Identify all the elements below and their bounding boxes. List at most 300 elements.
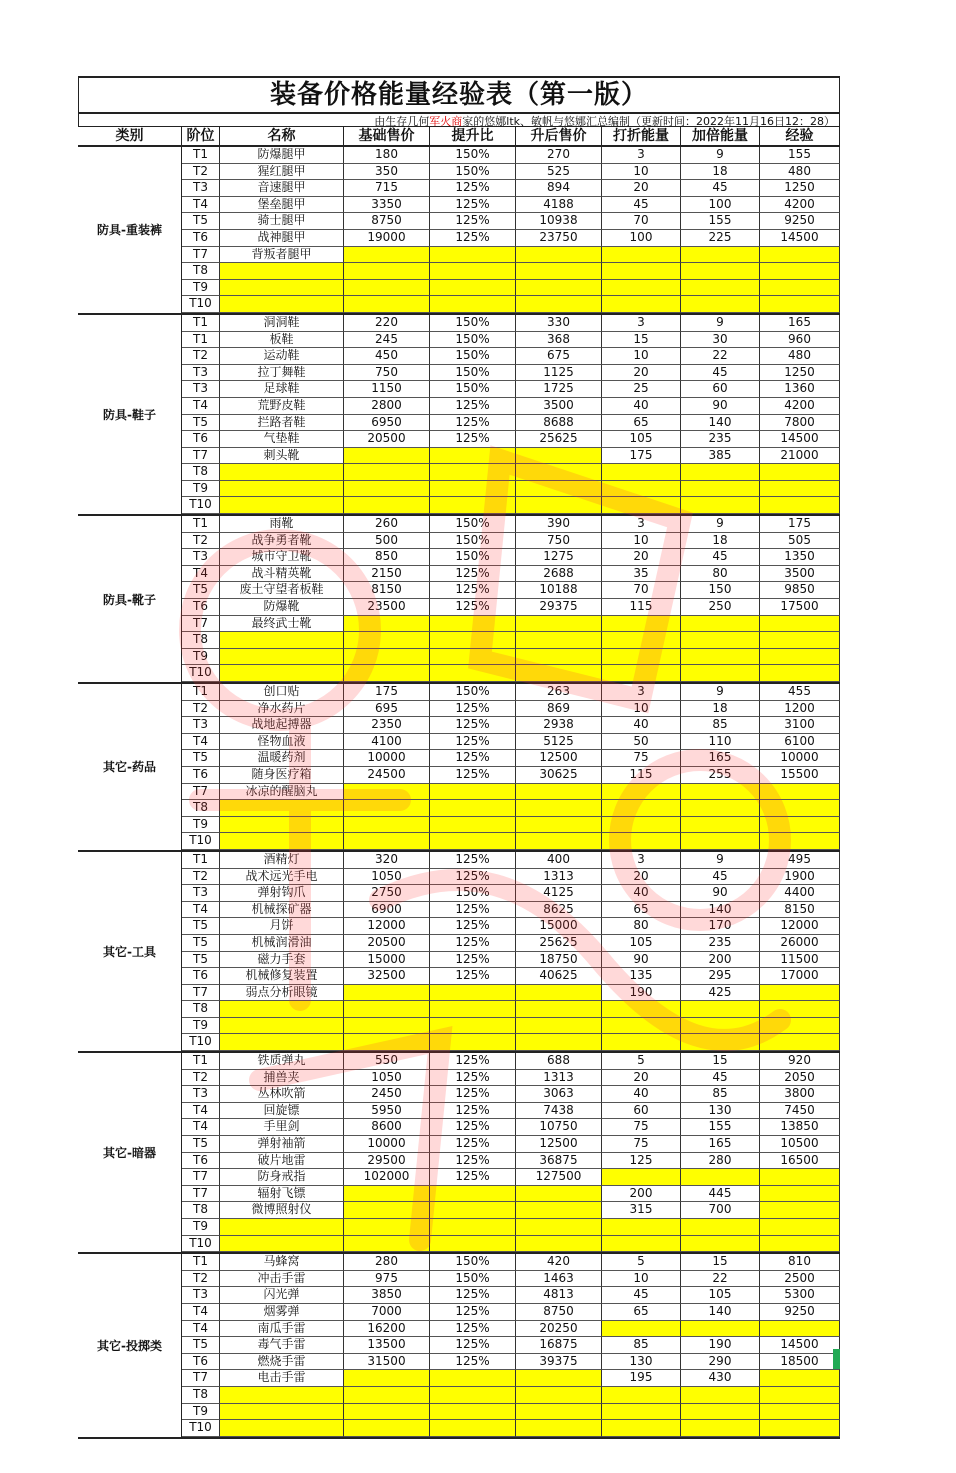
cell-name <box>220 280 344 297</box>
cell-base-price <box>344 649 430 666</box>
cell-experience <box>760 800 840 817</box>
cell-base-price <box>344 497 430 514</box>
header-upgraded-price: 升后售价 <box>516 127 602 145</box>
cell-upgraded-price: 12500 <box>516 750 602 767</box>
cell-name: 净水药片 <box>220 701 344 718</box>
cell-double-energy <box>681 632 760 649</box>
cell-double-energy <box>681 1018 760 1035</box>
cell-experience: 1250 <box>760 365 840 382</box>
cell-discount-energy: 3 <box>602 516 681 533</box>
table-row <box>182 549 840 566</box>
cell-ratio: 125% <box>430 717 516 734</box>
cell-tier: T8 <box>182 1387 220 1404</box>
cell-tier: T9 <box>182 817 220 834</box>
cell-name: 拉丁舞鞋 <box>220 365 344 382</box>
cell-upgraded-price: 20250 <box>516 1321 602 1338</box>
cell-base-price: 695 <box>344 701 430 718</box>
cell-double-energy: 385 <box>681 448 760 465</box>
header-double-energy: 加倍能量 <box>681 127 760 145</box>
cell-upgraded-price: 8750 <box>516 1304 602 1321</box>
cell-discount-energy: 3 <box>602 684 681 701</box>
cell-experience: 4400 <box>760 885 840 902</box>
table-row <box>182 1202 840 1219</box>
header-tier: 阶位 <box>182 127 220 145</box>
table-row <box>182 1086 840 1103</box>
cell-name: 弹射钩爪 <box>220 885 344 902</box>
cell-double-energy <box>681 1169 760 1186</box>
cell-base-price: 500 <box>344 533 430 550</box>
cell-ratio <box>430 1236 516 1253</box>
cell-double-energy <box>681 784 760 801</box>
cell-discount-energy <box>602 497 681 514</box>
cell-name <box>220 1420 344 1437</box>
cell-tier: T2 <box>182 1271 220 1288</box>
cell-tier: T3 <box>182 1086 220 1103</box>
cell-double-energy: 170 <box>681 918 760 935</box>
cell-discount-energy <box>602 247 681 264</box>
table-row <box>182 1271 840 1288</box>
cell-experience: 7800 <box>760 415 840 432</box>
cell-name <box>220 632 344 649</box>
cell-double-energy: 60 <box>681 381 760 398</box>
cell-double-energy: 9 <box>681 852 760 869</box>
cell-base-price <box>344 1186 430 1203</box>
cell-discount-energy: 70 <box>602 213 681 230</box>
table-row <box>182 717 840 734</box>
cell-discount-energy: 3 <box>602 315 681 332</box>
cell-double-energy <box>681 481 760 498</box>
cell-upgraded-price: 40625 <box>516 968 602 985</box>
cell-experience: 1250 <box>760 180 840 197</box>
table-row <box>182 1136 840 1153</box>
cell-experience: 10000 <box>760 750 840 767</box>
cell-name: 战争勇者靴 <box>220 533 344 550</box>
cell-upgraded-price <box>516 481 602 498</box>
cell-upgraded-price: 4188 <box>516 197 602 214</box>
cell-ratio <box>430 649 516 666</box>
cell-experience: 3500 <box>760 566 840 583</box>
cell-name <box>220 833 344 850</box>
table-row <box>182 263 840 280</box>
cell-discount-energy: 35 <box>602 566 681 583</box>
cell-upgraded-price: 15000 <box>516 918 602 935</box>
cell-experience: 165 <box>760 315 840 332</box>
cell-name: 磁力手套 <box>220 952 344 969</box>
cell-tier: T4 <box>182 1119 220 1136</box>
table-row <box>182 1321 840 1338</box>
cell-double-energy <box>681 1236 760 1253</box>
cell-upgraded-price <box>516 1186 602 1203</box>
cell-discount-energy: 115 <box>602 767 681 784</box>
cell-upgraded-price: 750 <box>516 533 602 550</box>
cell-double-energy: 45 <box>681 180 760 197</box>
cell-base-price <box>344 481 430 498</box>
cell-base-price <box>344 616 430 633</box>
cell-discount-energy: 85 <box>602 1337 681 1354</box>
cell-tier: T10 <box>182 833 220 850</box>
cell-double-energy <box>681 296 760 313</box>
cell-discount-energy: 190 <box>602 985 681 1002</box>
cell-name <box>220 665 344 682</box>
cell-double-energy: 15 <box>681 1254 760 1271</box>
table-row <box>182 464 840 481</box>
cell-double-energy: 105 <box>681 1287 760 1304</box>
header-ratio: 提升比 <box>430 127 516 145</box>
cell-upgraded-price: 1725 <box>516 381 602 398</box>
cell-upgraded-price <box>516 280 602 297</box>
cell-tier: T1 <box>182 852 220 869</box>
table-row <box>182 833 840 850</box>
cell-upgraded-price: 270 <box>516 147 602 164</box>
cell-ratio <box>430 497 516 514</box>
cell-upgraded-price: 10188 <box>516 582 602 599</box>
table-row <box>182 1186 840 1203</box>
table-row <box>182 649 840 666</box>
cell-tier: T5 <box>182 935 220 952</box>
cell-tier: T4 <box>182 566 220 583</box>
cell-base-price <box>344 1404 430 1421</box>
cell-ratio: 150% <box>430 315 516 332</box>
cell-double-energy: 140 <box>681 415 760 432</box>
cell-experience: 4200 <box>760 197 840 214</box>
table-row <box>182 1304 840 1321</box>
cell-base-price: 3850 <box>344 1287 430 1304</box>
cell-base-price: 450 <box>344 348 430 365</box>
cell-name: 洞洞鞋 <box>220 315 344 332</box>
cell-ratio <box>430 1034 516 1051</box>
cell-ratio <box>430 448 516 465</box>
cell-upgraded-price: 1275 <box>516 549 602 566</box>
cell-base-price: 180 <box>344 147 430 164</box>
cell-tier: T6 <box>182 1153 220 1170</box>
cell-double-energy: 295 <box>681 968 760 985</box>
cell-ratio: 125% <box>430 968 516 985</box>
cell-name: 最终武士靴 <box>220 616 344 633</box>
cell-experience: 13850 <box>760 1119 840 1136</box>
cell-experience <box>760 665 840 682</box>
cell-ratio: 125% <box>430 599 516 616</box>
cell-discount-energy <box>602 481 681 498</box>
cell-ratio <box>430 1001 516 1018</box>
cell-experience <box>760 985 840 1002</box>
subtitle-prefix: 由生存几何 <box>374 115 430 127</box>
cell-tier: T4 <box>182 398 220 415</box>
cell-discount-energy <box>602 1001 681 1018</box>
cell-name <box>220 649 344 666</box>
subtitle-highlight: 军火商 <box>429 115 463 127</box>
table-row <box>182 230 840 247</box>
cell-experience: 1900 <box>760 869 840 886</box>
cell-tier: T9 <box>182 1219 220 1236</box>
cell-ratio: 125% <box>430 902 516 919</box>
cell-experience <box>760 616 840 633</box>
cell-tier: T9 <box>182 1404 220 1421</box>
cell-experience <box>760 1404 840 1421</box>
cell-discount-energy: 50 <box>602 734 681 751</box>
cell-ratio <box>430 1202 516 1219</box>
cell-discount-energy: 10 <box>602 1271 681 1288</box>
cell-name: 捕兽夹 <box>220 1070 344 1087</box>
cell-double-energy <box>681 247 760 264</box>
header-category: 类别 <box>78 127 182 145</box>
cell-experience: 480 <box>760 348 840 365</box>
cell-upgraded-price <box>516 1202 602 1219</box>
cell-name: 堡垒腿甲 <box>220 197 344 214</box>
cell-base-price <box>344 1370 430 1387</box>
cell-name: 微博照射仪 <box>220 1202 344 1219</box>
cell-double-energy: 90 <box>681 398 760 415</box>
cell-tier: T7 <box>182 1370 220 1387</box>
cell-double-energy <box>681 1321 760 1338</box>
cell-base-price: 8150 <box>344 582 430 599</box>
cell-name: 辐射飞镖 <box>220 1186 344 1203</box>
cell-name: 毒气手雷 <box>220 1337 344 1354</box>
cell-base-price: 975 <box>344 1271 430 1288</box>
table-row <box>182 1103 840 1120</box>
cell-upgraded-price <box>516 448 602 465</box>
cell-tier: T3 <box>182 885 220 902</box>
cell-discount-energy: 5 <box>602 1254 681 1271</box>
cell-name: 破片地雷 <box>220 1153 344 1170</box>
category-group <box>78 1254 840 1439</box>
cell-tier: T4 <box>182 1103 220 1120</box>
cell-ratio: 125% <box>430 869 516 886</box>
cell-tier: T3 <box>182 381 220 398</box>
cell-double-energy: 110 <box>681 734 760 751</box>
cell-tier: T7 <box>182 1169 220 1186</box>
cell-tier: T2 <box>182 348 220 365</box>
cell-double-energy <box>681 800 760 817</box>
cell-discount-energy: 175 <box>602 448 681 465</box>
cell-base-price: 13500 <box>344 1337 430 1354</box>
category-label: 其它-暗器 <box>78 1053 182 1252</box>
cell-upgraded-price: 1313 <box>516 1070 602 1087</box>
cell-tier: T1 <box>182 147 220 164</box>
cell-upgraded-price <box>516 616 602 633</box>
cell-ratio: 125% <box>430 1103 516 1120</box>
cell-tier: T6 <box>182 968 220 985</box>
cell-ratio <box>430 1018 516 1035</box>
cell-upgraded-price: 2688 <box>516 566 602 583</box>
cell-base-price: 8600 <box>344 1119 430 1136</box>
cell-upgraded-price: 525 <box>516 164 602 181</box>
cell-base-price: 850 <box>344 549 430 566</box>
cell-ratio <box>430 1404 516 1421</box>
cell-ratio: 150% <box>430 381 516 398</box>
cell-upgraded-price <box>516 1387 602 1404</box>
cell-double-energy: 100 <box>681 197 760 214</box>
category-label: 其它-工具 <box>78 852 182 1051</box>
cell-base-price <box>344 1034 430 1051</box>
cell-experience: 3100 <box>760 717 840 734</box>
cell-ratio: 125% <box>430 1086 516 1103</box>
cell-double-energy: 45 <box>681 869 760 886</box>
cell-base-price: 19000 <box>344 230 430 247</box>
category-group <box>78 516 840 684</box>
cell-tier: T2 <box>182 164 220 181</box>
cell-ratio <box>430 1420 516 1437</box>
cell-upgraded-price: 10750 <box>516 1119 602 1136</box>
table-row <box>182 348 840 365</box>
cell-name <box>220 1404 344 1421</box>
cell-base-price: 10000 <box>344 1136 430 1153</box>
cell-discount-energy <box>602 665 681 682</box>
cell-experience: 2050 <box>760 1070 840 1087</box>
table-row <box>182 852 840 869</box>
table-row <box>182 1404 840 1421</box>
cell-experience: 5300 <box>760 1287 840 1304</box>
cell-upgraded-price <box>516 1001 602 1018</box>
cell-tier: T6 <box>182 431 220 448</box>
cell-base-price <box>344 665 430 682</box>
cell-ratio: 125% <box>430 750 516 767</box>
cell-tier: T10 <box>182 1034 220 1051</box>
cell-base-price: 550 <box>344 1053 430 1070</box>
cell-double-energy: 290 <box>681 1354 760 1371</box>
cell-base-price: 350 <box>344 164 430 181</box>
header-name: 名称 <box>220 127 344 145</box>
table-row <box>182 1337 840 1354</box>
table-row <box>182 885 840 902</box>
cell-name: 冲击手雷 <box>220 1271 344 1288</box>
cell-experience: 1350 <box>760 549 840 566</box>
cell-experience: 505 <box>760 533 840 550</box>
table-row <box>182 582 840 599</box>
cell-double-energy: 45 <box>681 549 760 566</box>
cell-double-energy: 155 <box>681 213 760 230</box>
cell-tier: T10 <box>182 1236 220 1253</box>
cell-tier: T5 <box>182 213 220 230</box>
table-row <box>182 800 840 817</box>
cell-discount-energy: 40 <box>602 885 681 902</box>
cell-base-price: 280 <box>344 1254 430 1271</box>
cell-ratio <box>430 1219 516 1236</box>
cell-double-energy: 9 <box>681 315 760 332</box>
cell-ratio: 150% <box>430 147 516 164</box>
cell-base-price <box>344 632 430 649</box>
cell-upgraded-price: 2938 <box>516 717 602 734</box>
cell-base-price: 750 <box>344 365 430 382</box>
cell-base-price: 2450 <box>344 1086 430 1103</box>
cell-upgraded-price: 894 <box>516 180 602 197</box>
cell-experience: 455 <box>760 684 840 701</box>
cell-base-price: 32500 <box>344 968 430 985</box>
cell-name: 机械修复装置 <box>220 968 344 985</box>
cell-experience <box>760 263 840 280</box>
cell-experience: 11500 <box>760 952 840 969</box>
cell-base-price: 1050 <box>344 869 430 886</box>
cell-base-price <box>344 800 430 817</box>
cell-name: 回旋镖 <box>220 1103 344 1120</box>
cell-upgraded-price: 16875 <box>516 1337 602 1354</box>
cell-double-energy <box>681 833 760 850</box>
cell-name: 运动鞋 <box>220 348 344 365</box>
cell-experience <box>760 1001 840 1018</box>
cell-experience <box>760 497 840 514</box>
cell-base-price <box>344 280 430 297</box>
cell-ratio: 125% <box>430 398 516 415</box>
cell-name: 燃烧手雷 <box>220 1354 344 1371</box>
table-row <box>182 1119 840 1136</box>
cell-double-energy <box>681 263 760 280</box>
cell-name: 拦路者鞋 <box>220 415 344 432</box>
cell-tier: T1 <box>182 332 220 349</box>
cell-discount-energy: 75 <box>602 1136 681 1153</box>
cell-tier: T4 <box>182 902 220 919</box>
table-row <box>182 767 840 784</box>
cell-double-energy: 700 <box>681 1202 760 1219</box>
cell-experience: 7450 <box>760 1103 840 1120</box>
cell-upgraded-price <box>516 497 602 514</box>
cell-tier: T3 <box>182 180 220 197</box>
cell-base-price <box>344 448 430 465</box>
cell-upgraded-price: 3063 <box>516 1086 602 1103</box>
cell-experience: 155 <box>760 147 840 164</box>
table-row <box>182 632 840 649</box>
cell-base-price: 31500 <box>344 1354 430 1371</box>
cell-tier: T1 <box>182 1254 220 1271</box>
cell-double-energy <box>681 1001 760 1018</box>
cell-name <box>220 1236 344 1253</box>
cell-base-price: 102000 <box>344 1169 430 1186</box>
cell-base-price <box>344 1236 430 1253</box>
cell-double-energy: 45 <box>681 365 760 382</box>
cell-tier: T2 <box>182 1070 220 1087</box>
cell-experience <box>760 481 840 498</box>
table-row <box>182 197 840 214</box>
cell-upgraded-price: 10938 <box>516 213 602 230</box>
cell-tier: T10 <box>182 665 220 682</box>
cell-base-price <box>344 833 430 850</box>
cell-discount-energy <box>602 649 681 666</box>
cell-double-energy <box>681 280 760 297</box>
cell-experience: 14500 <box>760 230 840 247</box>
cell-experience <box>760 1169 840 1186</box>
cell-upgraded-price <box>516 1219 602 1236</box>
cell-double-energy: 15 <box>681 1053 760 1070</box>
cell-tier: T10 <box>182 1420 220 1437</box>
cell-base-price: 320 <box>344 852 430 869</box>
cell-discount-energy <box>602 1387 681 1404</box>
cell-tier: T2 <box>182 701 220 718</box>
table-row <box>182 817 840 834</box>
cell-tier: T8 <box>182 1202 220 1219</box>
cell-base-price <box>344 1420 430 1437</box>
cell-name: 随身医疗箱 <box>220 767 344 784</box>
cell-double-energy <box>681 1219 760 1236</box>
table-row <box>182 431 840 448</box>
cell-discount-energy <box>602 1236 681 1253</box>
cell-upgraded-price <box>516 263 602 280</box>
cell-upgraded-price: 675 <box>516 348 602 365</box>
table-row <box>182 1153 840 1170</box>
cell-discount-energy: 20 <box>602 365 681 382</box>
cell-experience <box>760 1387 840 1404</box>
table-row <box>182 684 840 701</box>
cell-upgraded-price: 127500 <box>516 1169 602 1186</box>
cell-name: 酒精灯 <box>220 852 344 869</box>
cell-ratio <box>430 481 516 498</box>
cell-base-price: 8750 <box>344 213 430 230</box>
cell-double-energy: 140 <box>681 902 760 919</box>
cell-name <box>220 1034 344 1051</box>
cell-upgraded-price <box>516 247 602 264</box>
cell-name: 丛林吹箭 <box>220 1086 344 1103</box>
cell-ratio: 125% <box>430 935 516 952</box>
cell-tier: T3 <box>182 365 220 382</box>
cell-ratio: 150% <box>430 365 516 382</box>
cell-upgraded-price <box>516 817 602 834</box>
